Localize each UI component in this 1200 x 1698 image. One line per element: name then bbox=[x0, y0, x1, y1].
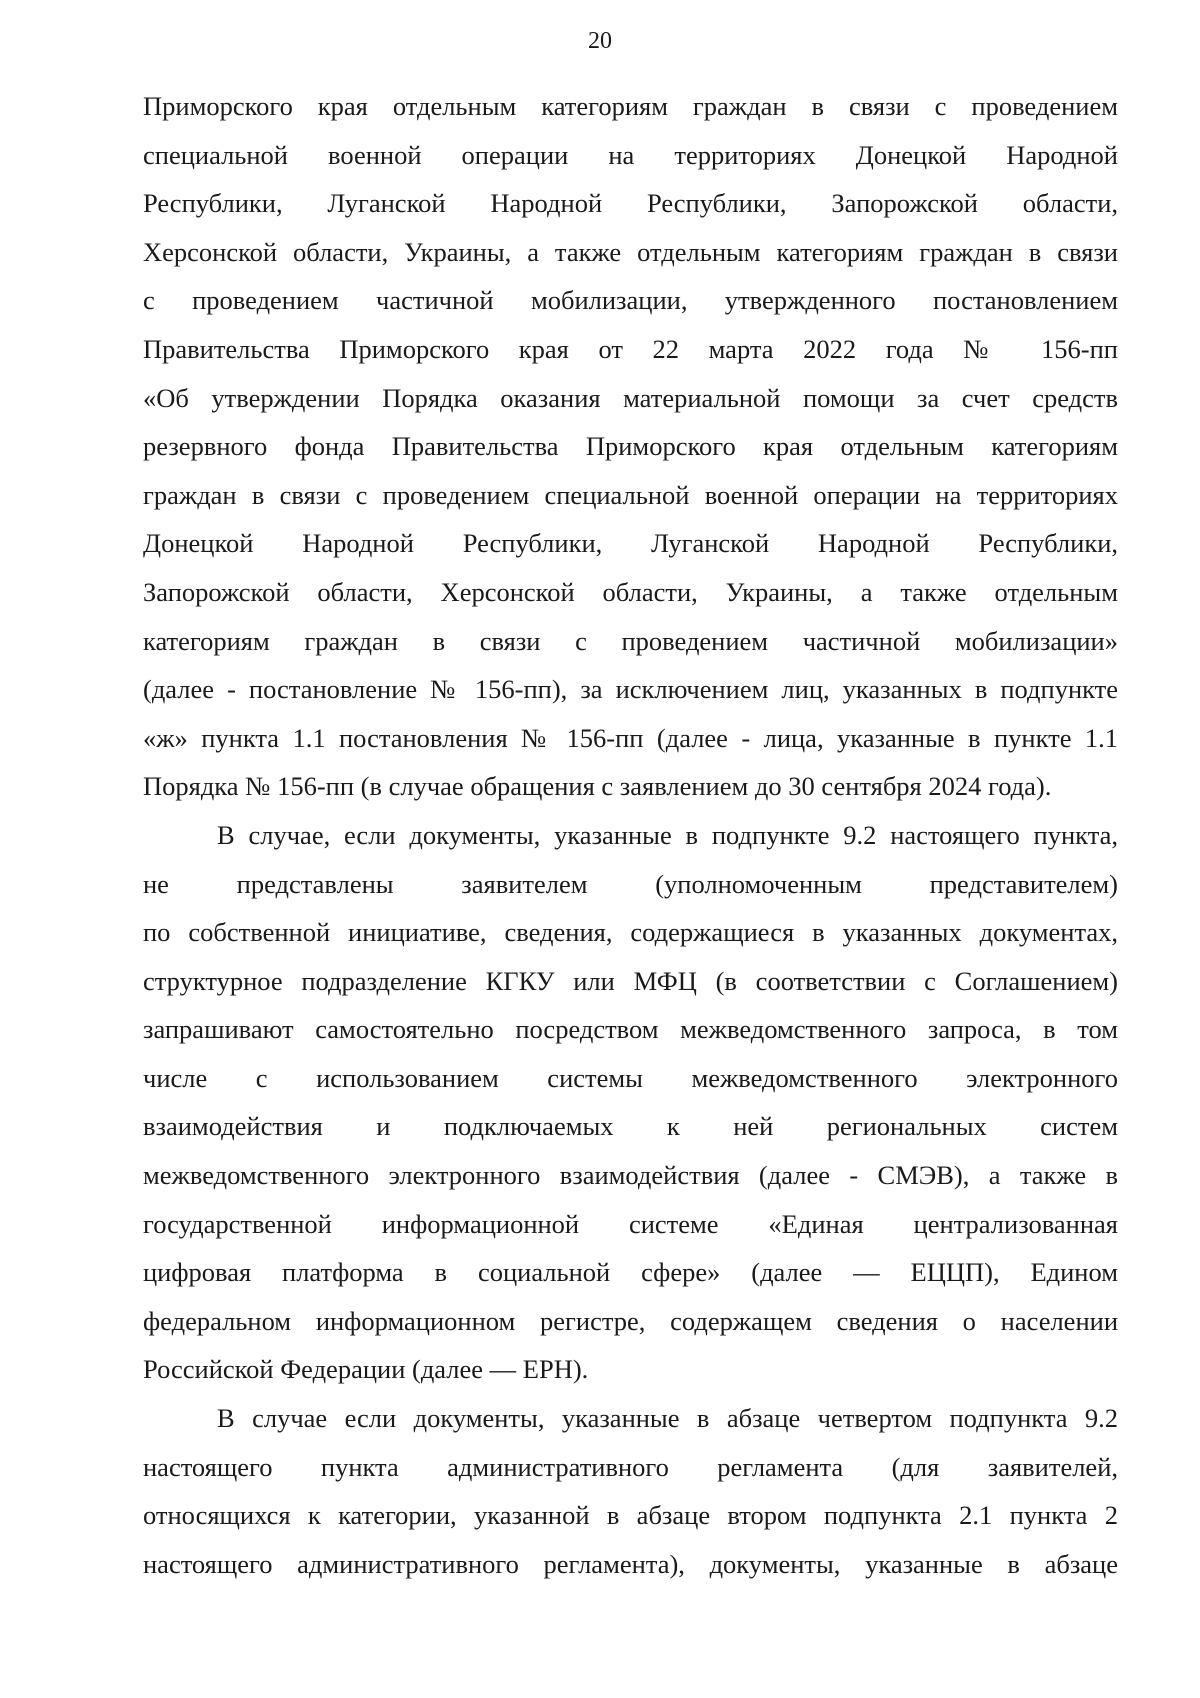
text-line: федеральном информационном регистре, содержащем сведения о населении bbox=[143, 1305, 1118, 1336]
text-line: настоящего пункта административного регламента (для заявителей, bbox=[143, 1451, 1118, 1482]
text-line: относящихся к категории, указанной в абзаце втором подпункта 2.1 пункта 2 bbox=[143, 1500, 1118, 1531]
text-line: Российской Федерации (далее — ЕРН). bbox=[143, 1354, 589, 1385]
text-line: взаимодействия и подключаемых к ней региональных систем bbox=[143, 1111, 1118, 1142]
text-line: межведомственного электронного взаимодействия (далее - СМЭВ), а также в bbox=[143, 1160, 1118, 1191]
text-line: граждан в связи с проведением специальной военной операции на территориях bbox=[143, 479, 1118, 510]
text-line: «Об утверждении Порядка оказания материальной помощи за счет средств bbox=[143, 382, 1118, 413]
text-line: с проведением частичной мобилизации, утвержденного постановлением bbox=[143, 285, 1118, 316]
text-line: государственной информационной системе «Единая централизованная bbox=[143, 1208, 1118, 1239]
text-line: В случае если документы, указанные в абзаце четвертом подпункта 9.2 bbox=[217, 1403, 1118, 1434]
text-line: «ж» пункта 1.1 постановления № 156-пп (далее - лица, указанные в пункте 1.1 bbox=[143, 722, 1118, 753]
text-line: запрашивают самостоятельно посредством межведомственного запроса, в том bbox=[143, 1014, 1118, 1045]
text-line: структурное подразделение КГКУ или МФЦ (в соответствии с Соглашением) bbox=[143, 965, 1118, 996]
text-line: Порядка № 156-пп (в случае обращения с заявлением до 30 сентября 2024 года). bbox=[143, 771, 1052, 802]
text-line: Приморского края отдельным категориям граждан в связи с проведением bbox=[143, 91, 1118, 121]
text-line: Донецкой Народной Республики, Луганской Народной Республики, bbox=[143, 528, 1118, 559]
text-line: В случае, если документы, указанные в подпункте 9.2 настоящего пункта, bbox=[217, 819, 1118, 850]
text-line: (далее - постановление № 156-пп), за исключением лиц, указанных в подпункте bbox=[143, 674, 1118, 705]
page-number: 20 bbox=[588, 28, 612, 54]
text-line: Правительства Приморского края от 22 марта 2022 года № 156-пп bbox=[143, 333, 1118, 364]
text-line: Запорожской области, Херсонской области, Украины, а также отдельным bbox=[143, 576, 1118, 607]
text-line: цифровая платформа в социальной сфере» (далее — ЕЦЦП), Едином bbox=[143, 1257, 1118, 1288]
text-line: Республики, Луганской Народной Республики, Запорожской области, bbox=[143, 188, 1118, 219]
text-line: специальной военной операции на территориях Донецкой Народной bbox=[143, 139, 1118, 170]
text-line: числе с использованием системы межведомственного электронного bbox=[143, 1062, 1118, 1093]
text-line: не представлены заявителем (уполномоченным представителем) bbox=[143, 868, 1118, 899]
text-line: Херсонской области, Украины, а также отдельным категориям граждан в связи bbox=[143, 236, 1118, 267]
text-line: категориям граждан в связи с проведением частичной мобилизации» bbox=[143, 625, 1118, 656]
text-line: по собственной инициативе, сведения, содержащиеся в указанных документах, bbox=[143, 917, 1118, 948]
text-line: настоящего административного регламента), документы, указанные в абзаце bbox=[143, 1548, 1118, 1579]
text-line: резервного фонда Правительства Приморского края отдельным категориям bbox=[143, 431, 1118, 462]
body-text bbox=[143, 82, 1118, 1588]
